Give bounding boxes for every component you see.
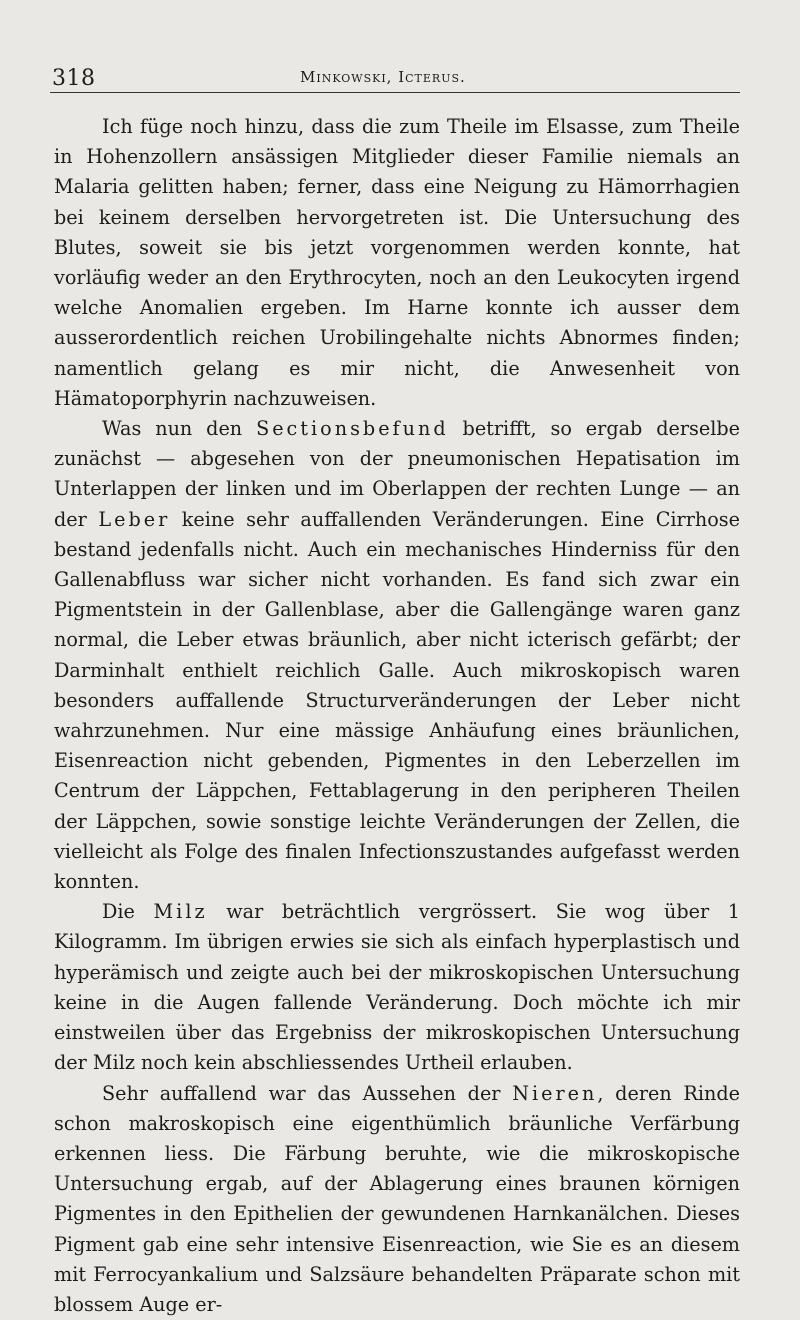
text-segment: , deren Rinde schon makroskopisch eine eigenthümlich bräunliche Verfärbung erkennen liess. Die Färbung beruhte, wie die mikroskopische Untersuchung ergab, auf der Ablagerung eines braunen körnigen Pigmentes in den Epithelien der gewundenen Harnkanälchen. Dieses Pigment gab eine sehr intensive Eisenreaction, wie Sie es an diesem mit Ferrocyankalium und Salzsäure behandelten Präparate schon mit blossem Auge er- bbox=[54, 1082, 740, 1316]
header-rule bbox=[50, 92, 740, 93]
emphasized-term: Leber bbox=[98, 508, 170, 531]
paragraph bbox=[54, 112, 740, 414]
text-segment: Die bbox=[102, 900, 154, 923]
paragraph bbox=[54, 414, 740, 897]
text-segment: keine sehr auffallenden Veränderungen. Eine Cirrhose bestand jedenfalls nicht. Auch ein mechanisches Hinderniss für den Gallenabfluss war sicher nicht vorhanden. Es fand sich zwar ein Pigmentstein in der Gallenblase, aber die Gallengänge waren ganz normal, die Leber etwas bräunlich, aber nicht icterisch gefärbt; der Darminhalt enthielt reichlich Galle. Auch mikroskopisch waren besonders auffallende Structurveränderungen der Leber nicht wahrzunehmen. Nur eine mässige Anhäufung eines bräunlichen, Eisenreaction nicht gebenden, Pigmentes in den Leberzellen im Centrum der Läppchen, Fettablagerung in den peripheren Theilen der Läppchen, sowie sonstige leichte Veränderungen der Zellen, die vielleicht als Folge des finalen Infectionszustandes aufgefasst werden konnten. bbox=[54, 508, 740, 893]
text-segment: Was nun den bbox=[102, 417, 256, 440]
text-segment: Ich füge noch hinzu, dass die zum Theile im Elsasse, zum Theile in Hohenzollern ansässigen Mitglieder dieser Familie niemals an Malaria gelitten haben; ferner, dass eine Neigung zu Hämorrhagien bei keinem derselben hervorgetreten ist. Die Untersuchung des Blutes, soweit sie bis jetzt vorgenommen werden konnte, hat vorläufig weder an den Erythrocyten, noch an den Leukocyten irgend welche Anomalien ergeben. Im Harne konnte ich ausser dem ausserordentlich reichen Urobilingehalte nichts Abnormes finden; namentlich gelang es mir nicht, die Anwesenheit von Hämatoporphyrin nachzuweisen. bbox=[54, 115, 740, 410]
body-text bbox=[54, 112, 740, 1320]
page-number: 318 bbox=[52, 66, 96, 91]
running-head: Minkowski, Icterus. bbox=[300, 68, 466, 86]
text-segment: war beträchtlich vergrössert. Sie wog über 1 Kilogramm. Im übrigen erwies sie sich als einfach hyperplastisch und hyperämisch und zeigte auch bei der mikroskopischen Untersuchung keine in die Augen fallende Veränderung. Doch möchte ich mir einstweilen über das Ergebniss der mikroskopischen Untersuchung der Milz noch kein abschliessendes Urtheil erlauben. bbox=[54, 900, 740, 1074]
emphasized-term: Milz bbox=[154, 900, 208, 923]
text-segment: Sehr auffallend war das Aussehen der bbox=[102, 1082, 512, 1105]
emphasized-term: Nieren bbox=[512, 1082, 597, 1105]
text-segment: betrifft, so ergab derselbe zunächst — abgesehen von der pneumonischen Hepatisation im Unterlappen der linken und im Oberlappen der rechten Lunge — an der bbox=[54, 417, 740, 531]
emphasized-term: Sectionsbefund bbox=[256, 417, 449, 440]
paragraph bbox=[54, 1079, 740, 1320]
paragraph bbox=[54, 897, 740, 1078]
